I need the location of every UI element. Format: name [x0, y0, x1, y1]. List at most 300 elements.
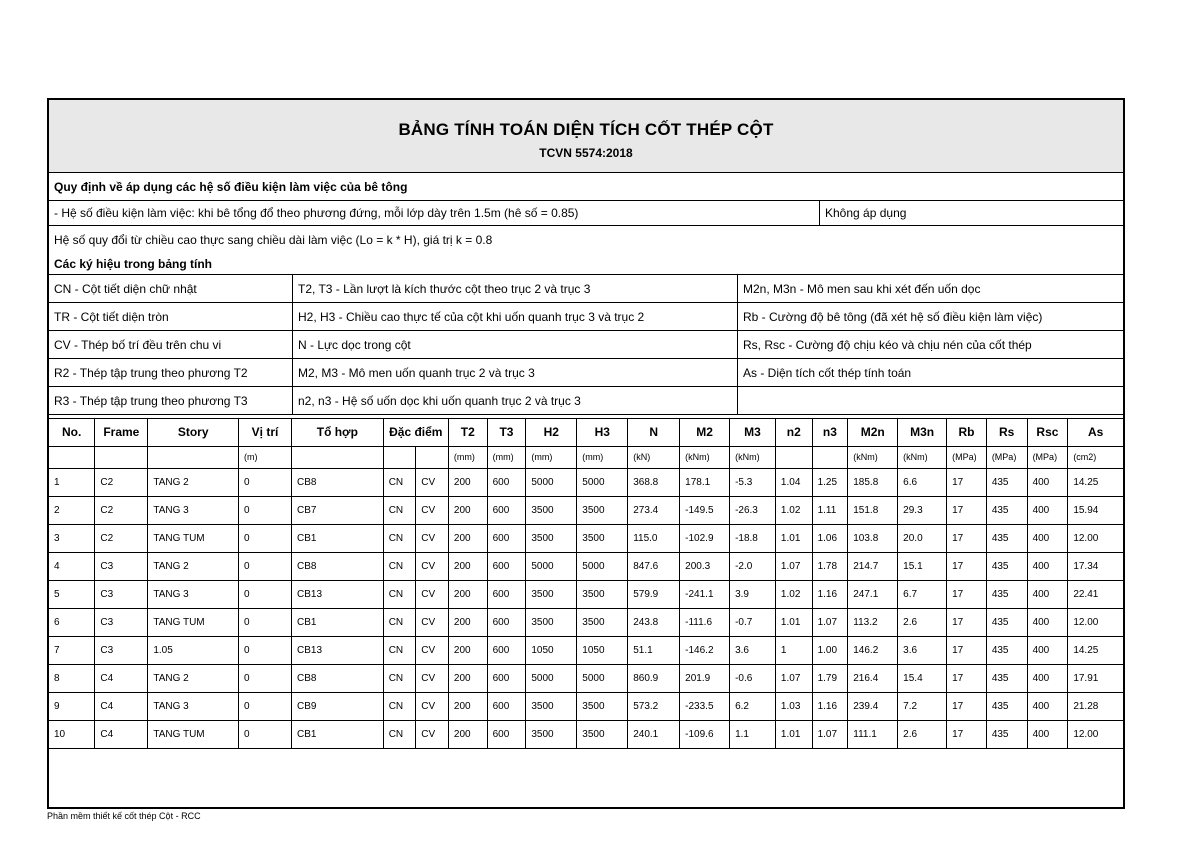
table-cell: 579.9 — [628, 580, 680, 608]
table-units-row — [49, 446, 1123, 468]
unit-cell: (MPa) — [986, 446, 1027, 468]
table-row — [49, 664, 1123, 692]
table-cell: 5000 — [526, 468, 577, 496]
table-cell: 1.02 — [775, 580, 812, 608]
table-cell: 1.01 — [775, 720, 812, 748]
table-cell: CV — [416, 580, 449, 608]
table-cell: -149.5 — [680, 496, 730, 524]
table-cell: 243.8 — [628, 608, 680, 636]
table-cell: CB8 — [291, 552, 383, 580]
column-header: Rsc — [1027, 419, 1068, 446]
column-header: M2n — [848, 419, 898, 446]
table-cell: CN — [383, 608, 416, 636]
legend — [49, 275, 1123, 415]
table-cell: 21.28 — [1068, 692, 1123, 720]
table-cell: TANG TUM — [148, 720, 239, 748]
unit-cell: (kNm) — [848, 446, 898, 468]
table-cell: 1.79 — [812, 664, 848, 692]
table-cell: CN — [383, 524, 416, 552]
table-cell: CV — [416, 552, 449, 580]
table-cell: -0.7 — [730, 608, 776, 636]
table-cell: CV — [416, 608, 449, 636]
table-cell: 435 — [986, 664, 1027, 692]
table-cell: 0 — [239, 580, 292, 608]
table-cell: 0 — [239, 636, 292, 664]
table-cell: 435 — [986, 636, 1027, 664]
table-cell: 435 — [986, 580, 1027, 608]
table-cell: 111.1 — [848, 720, 898, 748]
table-cell: 400 — [1027, 608, 1068, 636]
table-cell: CB1 — [291, 608, 383, 636]
table-cell: 860.9 — [628, 664, 680, 692]
table-cell: 400 — [1027, 636, 1068, 664]
table-cell: 3500 — [577, 524, 628, 552]
table-cell: 1050 — [577, 636, 628, 664]
table-row — [49, 580, 1123, 608]
unit-cell — [775, 446, 812, 468]
table-cell: -5.3 — [730, 468, 776, 496]
legend-row — [49, 359, 1123, 387]
table-cell: 151.8 — [848, 496, 898, 524]
table-cell: 17 — [947, 636, 987, 664]
table-cell: C3 — [95, 580, 148, 608]
unit-cell: (kNm) — [680, 446, 730, 468]
table-cell: 200 — [448, 580, 487, 608]
table-cell: 216.4 — [848, 664, 898, 692]
table-cell: 600 — [487, 608, 526, 636]
symbols-heading: Các ký hiệu trong bảng tính — [54, 257, 213, 271]
table-cell: C2 — [95, 468, 148, 496]
table-cell: 146.2 — [848, 636, 898, 664]
table-cell: 214.7 — [848, 552, 898, 580]
unit-cell — [148, 446, 239, 468]
legend-row — [49, 275, 1123, 303]
legend-cell: M2, M3 - Mô men uốn quanh trục 2 và trục 3 — [292, 359, 737, 386]
column-header: As — [1068, 419, 1123, 446]
table-cell: 1.05 — [148, 636, 239, 664]
column-header: Vị trí — [239, 419, 292, 446]
table-cell: 200 — [448, 524, 487, 552]
table-cell: 17.34 — [1068, 552, 1123, 580]
coefficient-value: Không áp dụng — [819, 201, 1123, 225]
table-cell: 1.00 — [812, 636, 848, 664]
table-cell: 200 — [448, 496, 487, 524]
table-cell: CN — [383, 692, 416, 720]
legend-cell — [737, 387, 1123, 414]
table-cell: 435 — [986, 496, 1027, 524]
table-cell: 3500 — [577, 580, 628, 608]
column-header: T3 — [487, 419, 526, 446]
table-cell: 435 — [986, 552, 1027, 580]
column-header: n3 — [812, 419, 848, 446]
table-cell: 3500 — [526, 496, 577, 524]
table-cell: 1.04 — [775, 468, 812, 496]
table-cell: CN — [383, 468, 416, 496]
column-header: T2 — [448, 419, 487, 446]
table-cell: CB1 — [291, 720, 383, 748]
table-cell: 17 — [947, 524, 987, 552]
table-cell: 115.0 — [628, 524, 680, 552]
table-cell: 573.2 — [628, 692, 680, 720]
table-cell: 600 — [487, 580, 526, 608]
table-cell: 5000 — [577, 664, 628, 692]
table-cell: 3500 — [526, 720, 577, 748]
table-cell: C4 — [95, 664, 148, 692]
column-header: M2 — [680, 419, 730, 446]
legend-row — [49, 303, 1123, 331]
table-cell: 1.01 — [775, 524, 812, 552]
table-cell: 1.25 — [812, 468, 848, 496]
length-factor-text: Hệ số quy đổi từ chiều cao thực sang chiều dài làm việc (Lo = k * H), giá trị k = 0.8 — [54, 233, 493, 247]
table-cell: 1.07 — [775, 552, 812, 580]
table-cell: 600 — [487, 552, 526, 580]
table-cell: CV — [416, 692, 449, 720]
table-cell: 15.94 — [1068, 496, 1123, 524]
table-cell: 9 — [49, 692, 95, 720]
table-cell: CN — [383, 664, 416, 692]
table-cell: TANG 2 — [148, 468, 239, 496]
table-row — [49, 692, 1123, 720]
table-cell: 6.2 — [730, 692, 776, 720]
table-cell: -233.5 — [680, 692, 730, 720]
coefficient-description: - Hệ số điều kiện làm việc: khi bê tổng đổ theo phương đứng, mỗi lớp dày trên 1.5m (hê số = 0.85) — [54, 206, 579, 220]
table-cell: 7.2 — [898, 692, 947, 720]
table-cell: TANG TUM — [148, 524, 239, 552]
table-cell: 600 — [487, 468, 526, 496]
table-cell: 2.6 — [898, 720, 947, 748]
table-cell: -26.3 — [730, 496, 776, 524]
table-cell: 3.6 — [898, 636, 947, 664]
table-cell: CN — [383, 636, 416, 664]
table-cell: 200 — [448, 692, 487, 720]
unit-cell — [95, 446, 148, 468]
unit-cell — [383, 446, 416, 468]
table-cell: 22.41 — [1068, 580, 1123, 608]
legend-row — [49, 387, 1123, 415]
unit-cell: (mm) — [487, 446, 526, 468]
table-cell: 6 — [49, 608, 95, 636]
table-cell: C3 — [95, 608, 148, 636]
table-cell: 12.00 — [1068, 524, 1123, 552]
table-cell: C2 — [95, 524, 148, 552]
table-cell: 400 — [1027, 664, 1068, 692]
sheet-header — [49, 100, 1123, 173]
table-row — [49, 468, 1123, 496]
table-cell: 6.7 — [898, 580, 947, 608]
table-cell: 600 — [487, 496, 526, 524]
table-cell: 20.0 — [898, 524, 947, 552]
table-cell: 10 — [49, 720, 95, 748]
table-cell: 600 — [487, 524, 526, 552]
legend-cell: R2 - Thép tập trung theo phương T2 — [54, 365, 248, 380]
table-cell: 3 — [49, 524, 95, 552]
table-cell: 103.8 — [848, 524, 898, 552]
table-cell: 12.00 — [1068, 720, 1123, 748]
table-cell: CV — [416, 468, 449, 496]
table-cell: 1050 — [526, 636, 577, 664]
unit-cell: (kN) — [628, 446, 680, 468]
table-cell: TANG 2 — [148, 664, 239, 692]
table-cell: 7 — [49, 636, 95, 664]
table-cell: 435 — [986, 468, 1027, 496]
rules-heading: Quy định về áp dụng các hệ số điều kiện làm việc của bê tông — [54, 179, 408, 194]
table-cell: 17 — [947, 552, 987, 580]
unit-cell: (kNm) — [898, 446, 947, 468]
legend-cell: R3 - Thép tập trung theo phương T3 — [54, 393, 248, 408]
table-row — [49, 552, 1123, 580]
table-cell: 200 — [448, 552, 487, 580]
unit-cell: (MPa) — [1027, 446, 1068, 468]
empty-cell — [49, 748, 1123, 774]
column-header: M3n — [898, 419, 947, 446]
table-cell: CV — [416, 524, 449, 552]
table-cell: TANG 3 — [148, 692, 239, 720]
table-cell: 435 — [986, 608, 1027, 636]
column-header: n2 — [775, 419, 812, 446]
table-cell: 435 — [986, 692, 1027, 720]
table-cell: 400 — [1027, 580, 1068, 608]
table-cell: 185.8 — [848, 468, 898, 496]
table-header-row — [49, 419, 1123, 446]
table-cell: CB8 — [291, 468, 383, 496]
table-cell: CN — [383, 552, 416, 580]
table-cell: 17 — [947, 608, 987, 636]
table-cell: 600 — [487, 720, 526, 748]
table-cell: 12.00 — [1068, 608, 1123, 636]
table-cell: TANG 3 — [148, 580, 239, 608]
table-cell: 17 — [947, 692, 987, 720]
column-header: Đặc điểm — [383, 419, 448, 446]
legend-cell: Rb - Cường độ bê tông (đã xét hệ số điều kiện làm việc) — [737, 303, 1123, 330]
legend-cell: N - Lực dọc trong cột — [292, 331, 737, 358]
table-cell: 5000 — [577, 468, 628, 496]
table-cell: 2 — [49, 496, 95, 524]
column-header: Rs — [986, 419, 1027, 446]
table-cell: -102.9 — [680, 524, 730, 552]
unit-cell — [812, 446, 848, 468]
unit-cell — [291, 446, 383, 468]
table-cell: 1 — [49, 468, 95, 496]
table-cell: 1.07 — [812, 608, 848, 636]
table-cell: C4 — [95, 692, 148, 720]
column-header: N — [628, 419, 680, 446]
column-header: Tổ hợp — [291, 419, 383, 446]
table-cell: 5000 — [526, 552, 577, 580]
table-cell: 1.11 — [812, 496, 848, 524]
table-cell: 3500 — [526, 608, 577, 636]
legend-cell: H2, H3 - Chiều cao thực tế của cột khi uốn quanh trục 3 và trục 2 — [292, 303, 737, 330]
column-header: No. — [49, 419, 95, 446]
rules-heading-row — [49, 173, 1123, 201]
table-cell: 4 — [49, 552, 95, 580]
table-cell: CB8 — [291, 664, 383, 692]
table-cell: 1.16 — [812, 580, 848, 608]
table-cell: C3 — [95, 552, 148, 580]
table-cell: 17 — [947, 496, 987, 524]
table-cell: 15.1 — [898, 552, 947, 580]
table-cell: 0 — [239, 468, 292, 496]
table-cell: 15.4 — [898, 664, 947, 692]
table-cell: -0.6 — [730, 664, 776, 692]
table-row — [49, 720, 1123, 748]
table-cell: 240.1 — [628, 720, 680, 748]
length-factor-row — [49, 226, 1123, 254]
table-cell: 51.1 — [628, 636, 680, 664]
table-cell: 2.6 — [898, 608, 947, 636]
table-cell: -18.8 — [730, 524, 776, 552]
table-cell: 200 — [448, 468, 487, 496]
table-cell: 0 — [239, 552, 292, 580]
table-cell: 17 — [947, 720, 987, 748]
table-row — [49, 636, 1123, 664]
legend-cell: CV - Thép bố trí đều trên chu vi — [54, 337, 222, 352]
table-cell: 600 — [487, 636, 526, 664]
column-header: Rb — [947, 419, 987, 446]
table-cell: 0 — [239, 608, 292, 636]
table-cell: CB1 — [291, 524, 383, 552]
table-cell: 3500 — [526, 524, 577, 552]
unit-cell: (MPa) — [947, 446, 987, 468]
table-cell: TANG 2 — [148, 552, 239, 580]
table-cell: 3500 — [577, 692, 628, 720]
table-cell: 5 — [49, 580, 95, 608]
legend-cell: CN - Cột tiết diện chữ nhật — [54, 281, 197, 296]
table-cell: 1 — [775, 636, 812, 664]
unit-cell — [49, 446, 95, 468]
table-cell: 368.8 — [628, 468, 680, 496]
table-row — [49, 608, 1123, 636]
symbols-heading-row — [49, 254, 1123, 275]
column-header: H2 — [526, 419, 577, 446]
table-cell: 435 — [986, 524, 1027, 552]
table-cell: 200 — [448, 720, 487, 748]
unit-cell: (kNm) — [730, 446, 776, 468]
legend-cell: Rs, Rsc - Cường độ chịu kéo và chịu nén của cốt thép — [737, 331, 1123, 358]
table-cell: 3.6 — [730, 636, 776, 664]
table-cell: 3500 — [577, 720, 628, 748]
legend-cell: TR - Cột tiết diện tròn — [54, 309, 169, 324]
table-cell: TANG 3 — [148, 496, 239, 524]
table-cell: CN — [383, 496, 416, 524]
table-cell: 178.1 — [680, 468, 730, 496]
table-cell: 400 — [1027, 692, 1068, 720]
table-cell: 3500 — [577, 608, 628, 636]
table-cell: TANG TUM — [148, 608, 239, 636]
table-cell: CB7 — [291, 496, 383, 524]
table-cell: 0 — [239, 496, 292, 524]
table-cell: 0 — [239, 692, 292, 720]
table-cell: 1.78 — [812, 552, 848, 580]
table-cell: 5000 — [577, 552, 628, 580]
table-cell: 600 — [487, 692, 526, 720]
table-cell: -2.0 — [730, 552, 776, 580]
table-cell: CB13 — [291, 580, 383, 608]
legend-cell: T2, T3 - Lần lượt là kích thước cột theo trục 2 và trục 3 — [292, 275, 737, 302]
table-cell: 17 — [947, 580, 987, 608]
table-cell: 1.07 — [812, 720, 848, 748]
table-cell: CN — [383, 580, 416, 608]
unit-cell — [416, 446, 449, 468]
column-header: H3 — [577, 419, 628, 446]
legend-cell: n2, n3 - Hệ số uốn dọc khi uốn quanh trục 2 và trục 3 — [292, 387, 737, 414]
table-cell: 1.1 — [730, 720, 776, 748]
table-cell: 200 — [448, 636, 487, 664]
table-cell: 29.3 — [898, 496, 947, 524]
unit-cell: (mm) — [526, 446, 577, 468]
table-cell: 400 — [1027, 552, 1068, 580]
table-cell: 17.91 — [1068, 664, 1123, 692]
column-header: M3 — [730, 419, 776, 446]
legend-row — [49, 331, 1123, 359]
table-cell: 400 — [1027, 524, 1068, 552]
table-cell: CN — [383, 720, 416, 748]
table-cell: C3 — [95, 636, 148, 664]
legend-cell: M2n, M3n - Mô men sau khi xét đến uốn dọc — [737, 275, 1123, 302]
table-cell: 3500 — [577, 496, 628, 524]
table-cell: 17 — [947, 468, 987, 496]
table-cell: 1.16 — [812, 692, 848, 720]
table-cell: -146.2 — [680, 636, 730, 664]
coefficient-row — [49, 201, 1123, 226]
results-table — [49, 419, 1123, 774]
table-cell: -111.6 — [680, 608, 730, 636]
table-cell: 6.6 — [898, 468, 947, 496]
table-cell: 3500 — [526, 580, 577, 608]
empty-row — [49, 748, 1123, 774]
unit-cell: (cm2) — [1068, 446, 1123, 468]
unit-cell: (mm) — [448, 446, 487, 468]
table-cell: 17 — [947, 664, 987, 692]
table-cell: 201.9 — [680, 664, 730, 692]
table-cell: C4 — [95, 720, 148, 748]
legend-cell: As - Diện tích cốt thép tính toán — [737, 359, 1123, 386]
table-cell: 239.4 — [848, 692, 898, 720]
table-cell: 1.07 — [775, 664, 812, 692]
table-cell: -241.1 — [680, 580, 730, 608]
table-cell: 3500 — [526, 692, 577, 720]
table-cell: 600 — [487, 664, 526, 692]
table-cell: 200.3 — [680, 552, 730, 580]
table-cell: CB9 — [291, 692, 383, 720]
table-cell: 0 — [239, 720, 292, 748]
table-cell: -109.6 — [680, 720, 730, 748]
table-cell: 5000 — [526, 664, 577, 692]
table-cell: 8 — [49, 664, 95, 692]
table-cell: 14.25 — [1068, 468, 1123, 496]
table-row — [49, 524, 1123, 552]
table-cell: 435 — [986, 720, 1027, 748]
table-cell: CV — [416, 496, 449, 524]
column-header: Story — [148, 419, 239, 446]
table-cell: 200 — [448, 664, 487, 692]
table-cell: 400 — [1027, 468, 1068, 496]
table-cell: 273.4 — [628, 496, 680, 524]
page-title: BẢNG TÍNH TOÁN DIỆN TÍCH CỐT THÉP CỘT — [398, 120, 774, 139]
table-row — [49, 496, 1123, 524]
table-cell: 0 — [239, 664, 292, 692]
calculation-sheet — [47, 98, 1125, 809]
table-cell: CV — [416, 720, 449, 748]
table-cell: 1.02 — [775, 496, 812, 524]
table-cell: C2 — [95, 496, 148, 524]
table-cell: 3.9 — [730, 580, 776, 608]
table-cell: 847.6 — [628, 552, 680, 580]
column-header: Frame — [95, 419, 148, 446]
table-cell: 200 — [448, 608, 487, 636]
table-cell: 1.01 — [775, 608, 812, 636]
table-cell: 0 — [239, 524, 292, 552]
table-cell: 400 — [1027, 496, 1068, 524]
